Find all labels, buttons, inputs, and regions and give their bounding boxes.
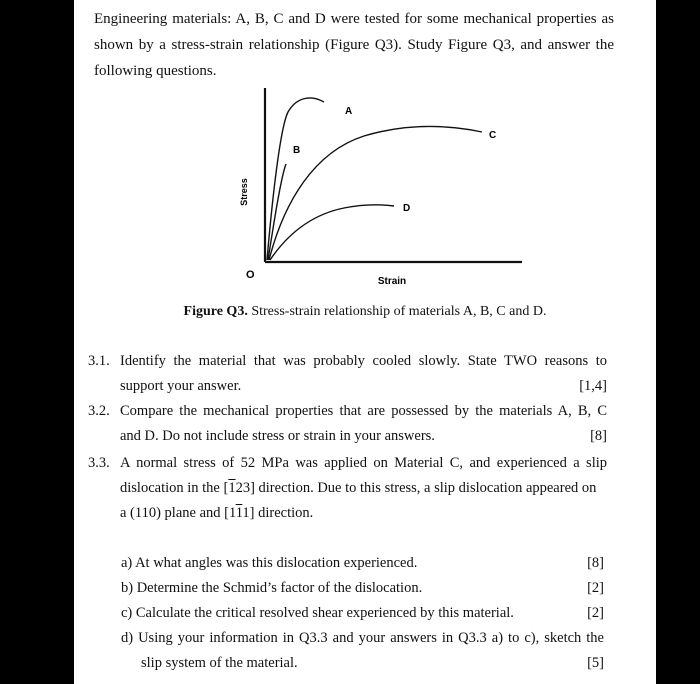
mark-badge: [1,4] <box>579 378 607 394</box>
mark-badge: [8] <box>590 428 607 444</box>
stress-strain-figure <box>214 82 534 287</box>
curve-d <box>270 205 394 260</box>
caption-text: Stress-strain relationship of materials A, B, C and D. <box>247 304 547 319</box>
left-dark-margin <box>0 0 74 684</box>
y-axis-label: Stress <box>239 178 249 206</box>
question-line: dislocation in the [123] direction. Due to this stress, a slip dislocation appeared on <box>120 480 597 496</box>
question-3-1 <box>88 349 607 399</box>
question-3-3 <box>88 451 607 526</box>
question-number: 3.3. <box>88 455 110 471</box>
label-d: D <box>403 203 411 214</box>
mark-badge: [5] <box>587 655 604 671</box>
question-line: support your answer. <box>120 378 242 394</box>
intro-paragraph <box>94 6 614 84</box>
subquestion-a: a) At what angles was this dislocation experienced. [8] <box>121 551 604 576</box>
curve-a <box>267 98 324 260</box>
question-line: Identify the material that was probably cooled slowly. State TWO reasons to <box>120 353 607 369</box>
origin-label: O <box>246 269 255 281</box>
subquestion-d-continued: slip system of the material. [5] <box>121 651 604 676</box>
mark-badge: [2] <box>587 580 604 596</box>
subquestions <box>121 551 604 676</box>
right-dark-margin <box>656 0 700 684</box>
curve-c <box>269 126 482 260</box>
question-line: Compare the mechanical properties that are possessed by the materials A, B, C <box>120 403 607 419</box>
label-a: A <box>345 106 353 117</box>
subquestion-c: c) Calculate the critical resolved shear experienced by this material. [2] <box>121 601 604 626</box>
question-number: 3.1. <box>88 353 110 369</box>
figure-caption <box>74 304 656 320</box>
mark-badge: [2] <box>587 605 604 621</box>
mark-badge: [8] <box>587 555 604 571</box>
curve-b <box>268 164 286 260</box>
question-line: A normal stress of 52 MPa was applied on Material C, and experienced a slip <box>120 455 607 471</box>
question-line: and D. Do not include stress or strain in your answers. <box>120 428 435 444</box>
intro-line-1: Engineering materials: A, B, C and D were tested for some mechanical properties as <box>94 11 614 27</box>
caption-prefix: Figure Q3. <box>183 304 248 319</box>
x-axis-label: Strain <box>377 276 407 287</box>
document-page <box>74 0 656 684</box>
question-line: a (110) plane and [111] direction. <box>120 505 314 521</box>
subquestion-d: d) Using your information in Q3.3 and your answers in Q3.3 a) to c), sketch the <box>121 630 604 646</box>
intro-line-3: following questions. <box>94 63 217 79</box>
question-number: 3.2. <box>88 403 110 419</box>
stress-strain-plot <box>214 82 534 287</box>
subquestion-b: b) Determine the Schmid’s factor of the dislocation. [2] <box>121 576 604 601</box>
intro-line-2: shown by a stress-strain relationship (Figure Q3). Study Figure Q3, and answer the <box>94 37 614 53</box>
question-3-2 <box>88 399 607 449</box>
label-b: B <box>293 145 301 156</box>
label-c: C <box>489 130 497 141</box>
